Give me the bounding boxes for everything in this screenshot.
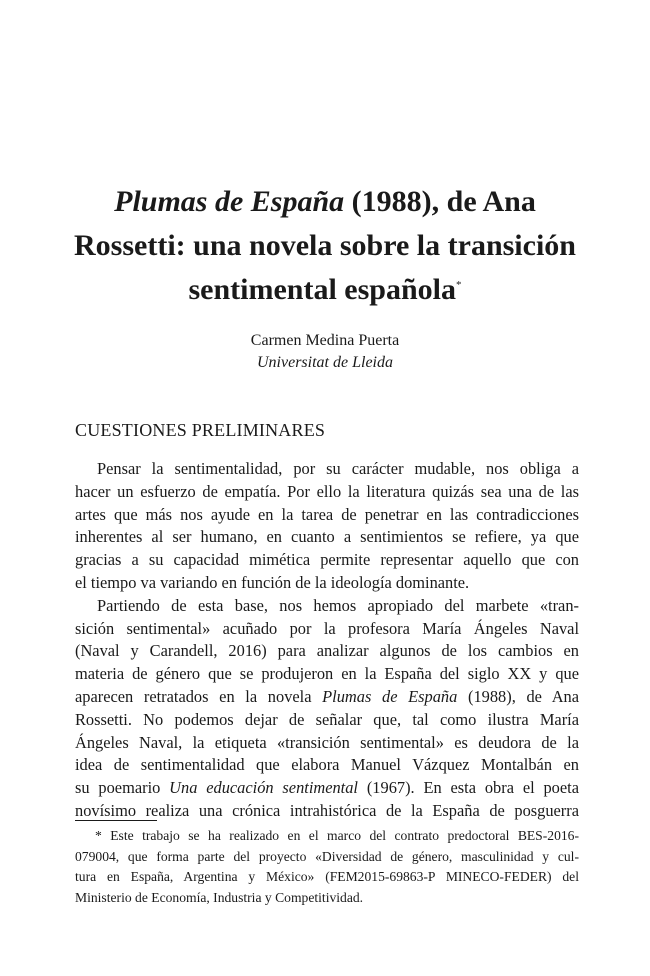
- paragraph-2-line: Partiendo de esta base, nos hemos apropiado del marbete «tran-: [97, 595, 579, 615]
- paragraph-2-line: Rossetti. No podemos dejar de señalar que, tal como ilustra María: [75, 709, 579, 729]
- paragraph-1-line: hacer un esfuerzo de empatía. Por ello la literatura quizás sea una de las: [75, 481, 579, 501]
- paragraph-1-line: el tiempo va variando en función de la ideología dominante.: [75, 572, 470, 592]
- article-title: [60, 180, 590, 312]
- paragraph-2-line: Ángeles Naval, la etiqueta «transición sentimental» es deudora de la: [75, 732, 579, 752]
- poem-title-reference: Una educación sentimental: [169, 778, 358, 798]
- paragraph-2-line: [75, 777, 579, 800]
- paragraph-2-text: (1967). En esta obra el poeta: [358, 778, 579, 798]
- paragraph-2-line: [75, 686, 579, 709]
- author-name: Carmen Medina Puerta: [250, 332, 400, 349]
- title-line-3-text: sentimental española: [188, 273, 456, 306]
- paragraph-2-line: (Naval y Carandell, 2016) para analizar algunos de los cambios en: [75, 641, 579, 661]
- footnote-line: tura en España, Argentina y México» (FEM2015-69863-P MINECO-FEDER) del: [75, 869, 579, 884]
- title-footnote-mark: *: [456, 279, 462, 291]
- paragraph-2-line: sición sentimental» acuñado por la profesora María Ángeles Naval: [75, 618, 579, 638]
- footnote-line: 079004, que forma parte del proyecto «Diversidad de género, masculinidad y cul-: [75, 848, 579, 864]
- footnote-line: * Este trabajo se ha realizado en el marco del contrato predoctoral BES-2016-: [95, 828, 579, 843]
- title-line-3: [60, 268, 590, 312]
- paragraph-1-line: inherentes al ser humano, en cuanto a sentimientos se refiere, ya que: [75, 527, 579, 547]
- paragraph-2-line: materia de género que se produjeron en la España del siglo XX y que: [75, 664, 579, 684]
- paragraph-1-line: Pensar la sentimentalidad, por su carácter mudable, nos obliga a: [97, 459, 579, 478]
- paragraph-1-line: artes que más nos ayude en la tarea de penetrar en las contradicciones: [75, 504, 579, 524]
- title-line-2: Rossetti: una novela sobre la transición: [74, 229, 576, 262]
- paragraph-2-text: su poemario: [75, 778, 170, 798]
- body-text: [75, 458, 579, 823]
- footnote: [75, 826, 579, 908]
- footnote-separator: [75, 820, 157, 821]
- title-book-name: Plumas de España: [114, 185, 345, 218]
- paragraph-2-text: (1988), de Ana: [457, 686, 579, 706]
- footnote-line: Ministerio de Economía, Industria y Competitividad.: [75, 889, 364, 905]
- paragraph-1-line: gracias a su capacidad mimética permite representar aquello que con: [75, 550, 579, 570]
- author-block: [0, 330, 650, 374]
- title-line-1-rest: (1988), de Ana: [344, 185, 536, 218]
- paragraph-2-line: idea de sentimentalidad que elabora Manuel Vázquez Montalbán en: [75, 755, 579, 775]
- paragraph-2-line: novísimo realiza una crónica intrahistórica de la España de posguerra: [75, 800, 579, 820]
- book-title-reference: Plumas de España: [322, 686, 458, 706]
- title-line-1: [60, 180, 590, 224]
- paragraph-2-text: aparecen retratados en la novela: [75, 686, 323, 706]
- section-heading: CUESTIONES PRELIMINARES: [75, 420, 326, 440]
- author-affiliation: Universitat de Lleida: [257, 354, 393, 371]
